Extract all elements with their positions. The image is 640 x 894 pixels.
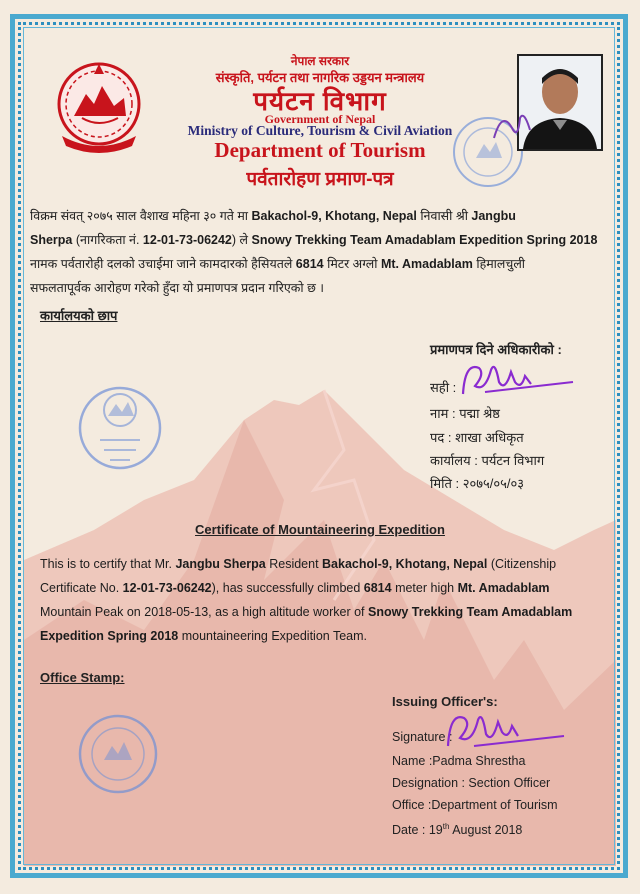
signature-en-icon: [440, 700, 570, 760]
expedition-name: Expedition Spring 2018: [40, 629, 179, 643]
nepali-text: नामक पर्वतारोही दलको उचाईमा जाने कामदारको हैसियतले: [30, 257, 296, 271]
nepali-text: सफलतापूर्वक आरोहण गरेको हुँदा यो प्रमाणपत्र प्रदान गरिएको छ ।: [30, 281, 325, 295]
peak-name: Mt. Amadablam: [457, 581, 550, 595]
nepal-emblem-icon: [52, 56, 146, 156]
holder-name-part: Jangbu: [471, 209, 516, 223]
nepali-text: हिमालचुली: [472, 257, 526, 271]
english-text: Resident: [265, 557, 323, 571]
expedition-name: Snowy Trekking Team Amadablam: [368, 605, 573, 619]
signature-label-en: Signature :: [392, 730, 453, 744]
citizenship-number: 12-01-73-06242: [122, 581, 212, 595]
issuer-heading-np: प्रमाणपत्र दिने अधिकारीको :: [430, 342, 562, 357]
name-en: Name :Padma Shrestha: [392, 754, 526, 768]
english-text: meter high: [391, 581, 458, 595]
issuer-heading-en: Issuing Officer's:: [392, 694, 498, 709]
ministry-np: संस्कृति, पर्यटन तथा नागरिक उड्डयन मन्त्रालय: [215, 70, 425, 85]
date-ordinal: th: [442, 822, 450, 831]
certificate-title-en: Certificate of Mountaineering Expedition: [195, 522, 445, 537]
expedition-name: Snowy Trekking Team Amadablam Expedition Spring 2018: [251, 233, 598, 247]
altitude-value: 6814: [295, 257, 324, 271]
english-certificate-body: [40, 552, 606, 648]
office-stamp-en-icon: [72, 708, 164, 800]
designation-en: Designation : Section Officer: [392, 776, 551, 790]
english-text: mountaineering Expedition Team.: [178, 629, 368, 643]
department-np: पर्यटन विभाग: [253, 86, 387, 116]
office-stamp-np-icon: [70, 378, 170, 478]
date-month-year: August 2018: [449, 823, 523, 838]
altitude-value: 6814: [363, 581, 392, 595]
nepali-text: ) ले: [231, 233, 252, 247]
residence-text: Bakachol-9, Khotang, Nepal: [251, 209, 417, 223]
date-en: [392, 822, 522, 837]
signature-np-icon: [455, 352, 580, 407]
office-stamp-label-np: कार्यालयको छाप: [40, 308, 118, 323]
office-en: Office :Department of Tourism: [392, 798, 558, 812]
nepali-certificate-body: [30, 204, 600, 300]
nepali-text: विक्रम संवत् २०७५ साल वैशाख महिना ३० गते मा: [30, 209, 252, 223]
peak-name: Mt. Amadablam: [380, 257, 473, 271]
govt-nepal-en: Government of Nepal: [264, 112, 376, 126]
designation-np: पद : शाखा अधिकृत: [430, 430, 524, 445]
english-text: This is to certify that Mr.: [40, 557, 176, 571]
holder-name: Jangbu Sherpa: [175, 557, 266, 571]
signature-label-np: सही :: [430, 380, 457, 395]
office-stamp-label-en: Office Stamp:: [40, 670, 125, 685]
ministry-en: Ministry of Culture, Tourism & Civil Aviation: [187, 123, 453, 138]
name-np: नाम : पद्मा श्रेष्ठ: [430, 406, 500, 421]
nepali-text: निवासी श्री: [416, 209, 472, 223]
date-np: मिति : २०७५/०५/०३: [430, 476, 525, 491]
english-text: Certificate No.: [40, 581, 123, 595]
department-en: Department of Tourism: [214, 138, 426, 162]
certificate-title-np: पर्वतारोहण प्रमाण-पत्र: [246, 169, 394, 190]
residence-text: Bakachol-9, Khotang, Nepal: [322, 557, 488, 571]
citizenship-number: 12-01-73-06242: [142, 233, 232, 247]
english-text: (Citizenship: [487, 557, 557, 571]
holder-name-part: Sherpa: [30, 233, 73, 247]
photo-signature-icon: [490, 108, 535, 148]
nepali-text: मिटर अग्लो: [323, 257, 381, 271]
nepali-text: (नागरिकता नं.: [72, 233, 143, 247]
date-day: Date : 19: [392, 823, 443, 838]
office-np: कार्यालय : पर्यटन विभाग: [430, 453, 545, 468]
english-text: ), has successfully climbed: [211, 581, 364, 595]
govt-nepal-np: नेपाल सरकार: [290, 54, 350, 68]
english-text: Mountain Peak on 2018-05-13, as a high altitude worker of: [40, 605, 368, 619]
